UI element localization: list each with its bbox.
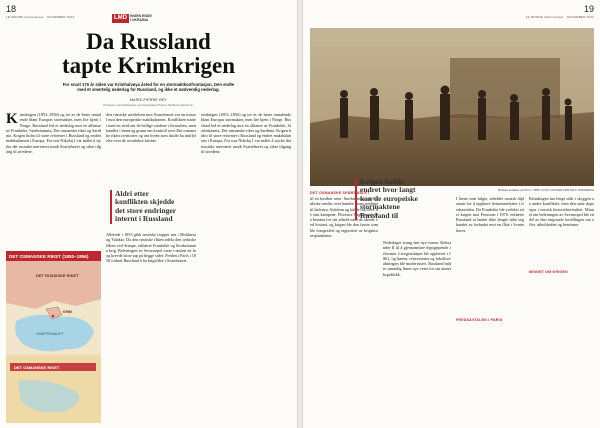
left-body-column-1	[6, 112, 101, 246]
right-subhead-1: DET OSMANSKE SPØRSMÅLET	[310, 191, 370, 195]
map-title: DET OSMANSKE RIKET (1853–1856)	[9, 254, 89, 259]
left-pull-quote: Aldri etter konflikten skjedde det store endringer internt i Russland	[110, 190, 177, 224]
map-marker-sevastopol	[52, 315, 55, 318]
headline-line1: Da Russland	[86, 29, 211, 54]
page-number-right: 19	[583, 4, 594, 14]
map-label-crimea: KRIM	[63, 310, 72, 314]
right-body-column-4: Krimkrigen har lenge stått i skyggen av andre konflikter, men den satte dype spor i russisk historiebevissthet. Minnet om beleiringen av Sevastopol ble en del av den nasjonale fortellingen om offer, utholdenhet og heroisme.	[529, 196, 594, 228]
article-dek: For snart 170 år siden var Krimhalvøya åsted for en stormaktkonfrontasjon. Den endte med et smertelig nederlag for Russland, og ikke et nødvendig nederlag.	[62, 82, 235, 93]
right-body-column-3: I årene som fulgte, arbeidet russisk diplomati for å oppheve bestemmelsene i fredsavtalen. Da Frankrike ble svekket etter krigen mot Preussen i 1870, erklærte Russland at landet ikke lenger følte seg bundet av forbudet mot en flåte i Svartehavet.	[456, 196, 524, 233]
headline-line2: tapte Krimkrigen	[61, 53, 236, 78]
crimea-map	[6, 251, 101, 423]
article-byline: MARIE-PIERRE REY	[129, 98, 168, 102]
photo-caption: Britiske soldater på Krim i 1855. FOTO: ROGER FENTON / WIKIMEDIA	[498, 188, 594, 192]
brand-tagline-line2: I UKRAINA	[130, 17, 149, 22]
page-number-left: 18	[6, 4, 17, 14]
right-body-column-1: til en kostbar seier. Storbritannia og Frankrike sendte over hundre tusen soldater til halvøya. Sykdom og kulde tok flere liv enn kampene. Florence Nightingale ble berømt for sitt arbeid med de sårede ved Scutari, og krigen ble den første som ble fotografert og rapportert av krigskorrespondenter.	[310, 196, 378, 239]
running-head-left: LE MONDE diplomatique · NOVEMBER 2022	[6, 15, 75, 19]
running-head-right: LE MONDE diplomatique · NOVEMBER 2022	[525, 15, 594, 19]
section-brand	[112, 14, 152, 23]
left-page	[0, 0, 297, 428]
left-body-column-2: den russiske utvidelsen mot Svartehavet var en trussel mot den europeiske maktbalansen. Konflikten startet med en strid om de hellige stedene i Jerusalem, men handlet i bunn og grunn om kontroll over Det osmanske rikets territorier og om hvem som skulle ha innflytelse over de ortodokse kristne.	[106, 112, 196, 144]
right-body-column-2: Nederlaget tvang den nye tsaren Aleksander II til å gjennomføre dyptgripende reformer. Livegenskapet ble opphevet i 1861, og hæren, rettsvesenet og lokalforvaltningen ble modernisert. Russland måtte samtidig finne nye veier for sin utenrikspolitikk.	[383, 240, 451, 277]
photo-sepia-tone	[310, 28, 594, 186]
right-pull-quote: Krigen hadde endret hvor langt kan de europeiske stormaktene Russland til	[355, 178, 420, 220]
drop-cap: K	[6, 112, 18, 127]
brand-tagline-line1: INGEN ENDE	[130, 13, 152, 18]
left-body-text-1: rimkrigen (1853–1856) og tre av de beste omtalende blant Europas stormakter, men lite kjent i Norge. Russland led et nederlag mot en allianse av Frankrike, Storbritannia, Det osmanske riket og Sardinia. Krigen bidro til store reformer i Russland og endret maktbalansen i Europa. For tsar Nikolaj I var målet å styrke det russiske nærværet rundt Svartehavet og sikre tilgang til stredene.	[6, 112, 101, 155]
left-body-column-3: rimkrigen (1853–1856) og tre av de beste omtalende blant Europas stormakter, men lite kjent i Norge. Russland led et nederlag mot en allianse av Frankrike, Storbritannia, Det osmanske riket og Sardinia. Krigen bidro til store reformer i Russland og endret maktbalansen i Europa. For tsar Nikolaj I var målet å styrke det russiske nærværet rundt Svartehavet og sikre tilgang til stredene.	[201, 112, 291, 155]
brand-tagline	[130, 15, 152, 22]
map-label-ottoman: DET OSMANSKE RIKET	[14, 365, 60, 370]
right-subhead-3: MINNET OM KRIGEN	[529, 270, 568, 274]
right-subhead-2: FREDSAVTALEN I PARIS	[456, 318, 503, 322]
left-body-column-2b: Allerede i 1853 gikk russiske tropper inn i Moldavia og Valakia. Da den russiske flåten ødela den tyrkiske flåten ved Sinope, erklærte Frankrike og Storbritannia krig. Beleiringen av Sevastopol varte i nesten ett år og krevde store tap på begge sider. Freden i Paris i 1856 forbød Russland å ha krigsflåte i Svartehavet.	[106, 232, 196, 264]
author-bio: Professor i samtidshistorie ved Universitetet Paris 1 Panthéon-Sorbonne.	[103, 103, 194, 107]
brand-logo: LMD	[114, 15, 127, 21]
map-label-russia: DET RUSSISKE RIKET	[36, 273, 79, 278]
historical-photo	[310, 28, 594, 186]
map-label-sea: SVARTEHAVET	[36, 332, 64, 336]
article-headline	[0, 30, 297, 78]
